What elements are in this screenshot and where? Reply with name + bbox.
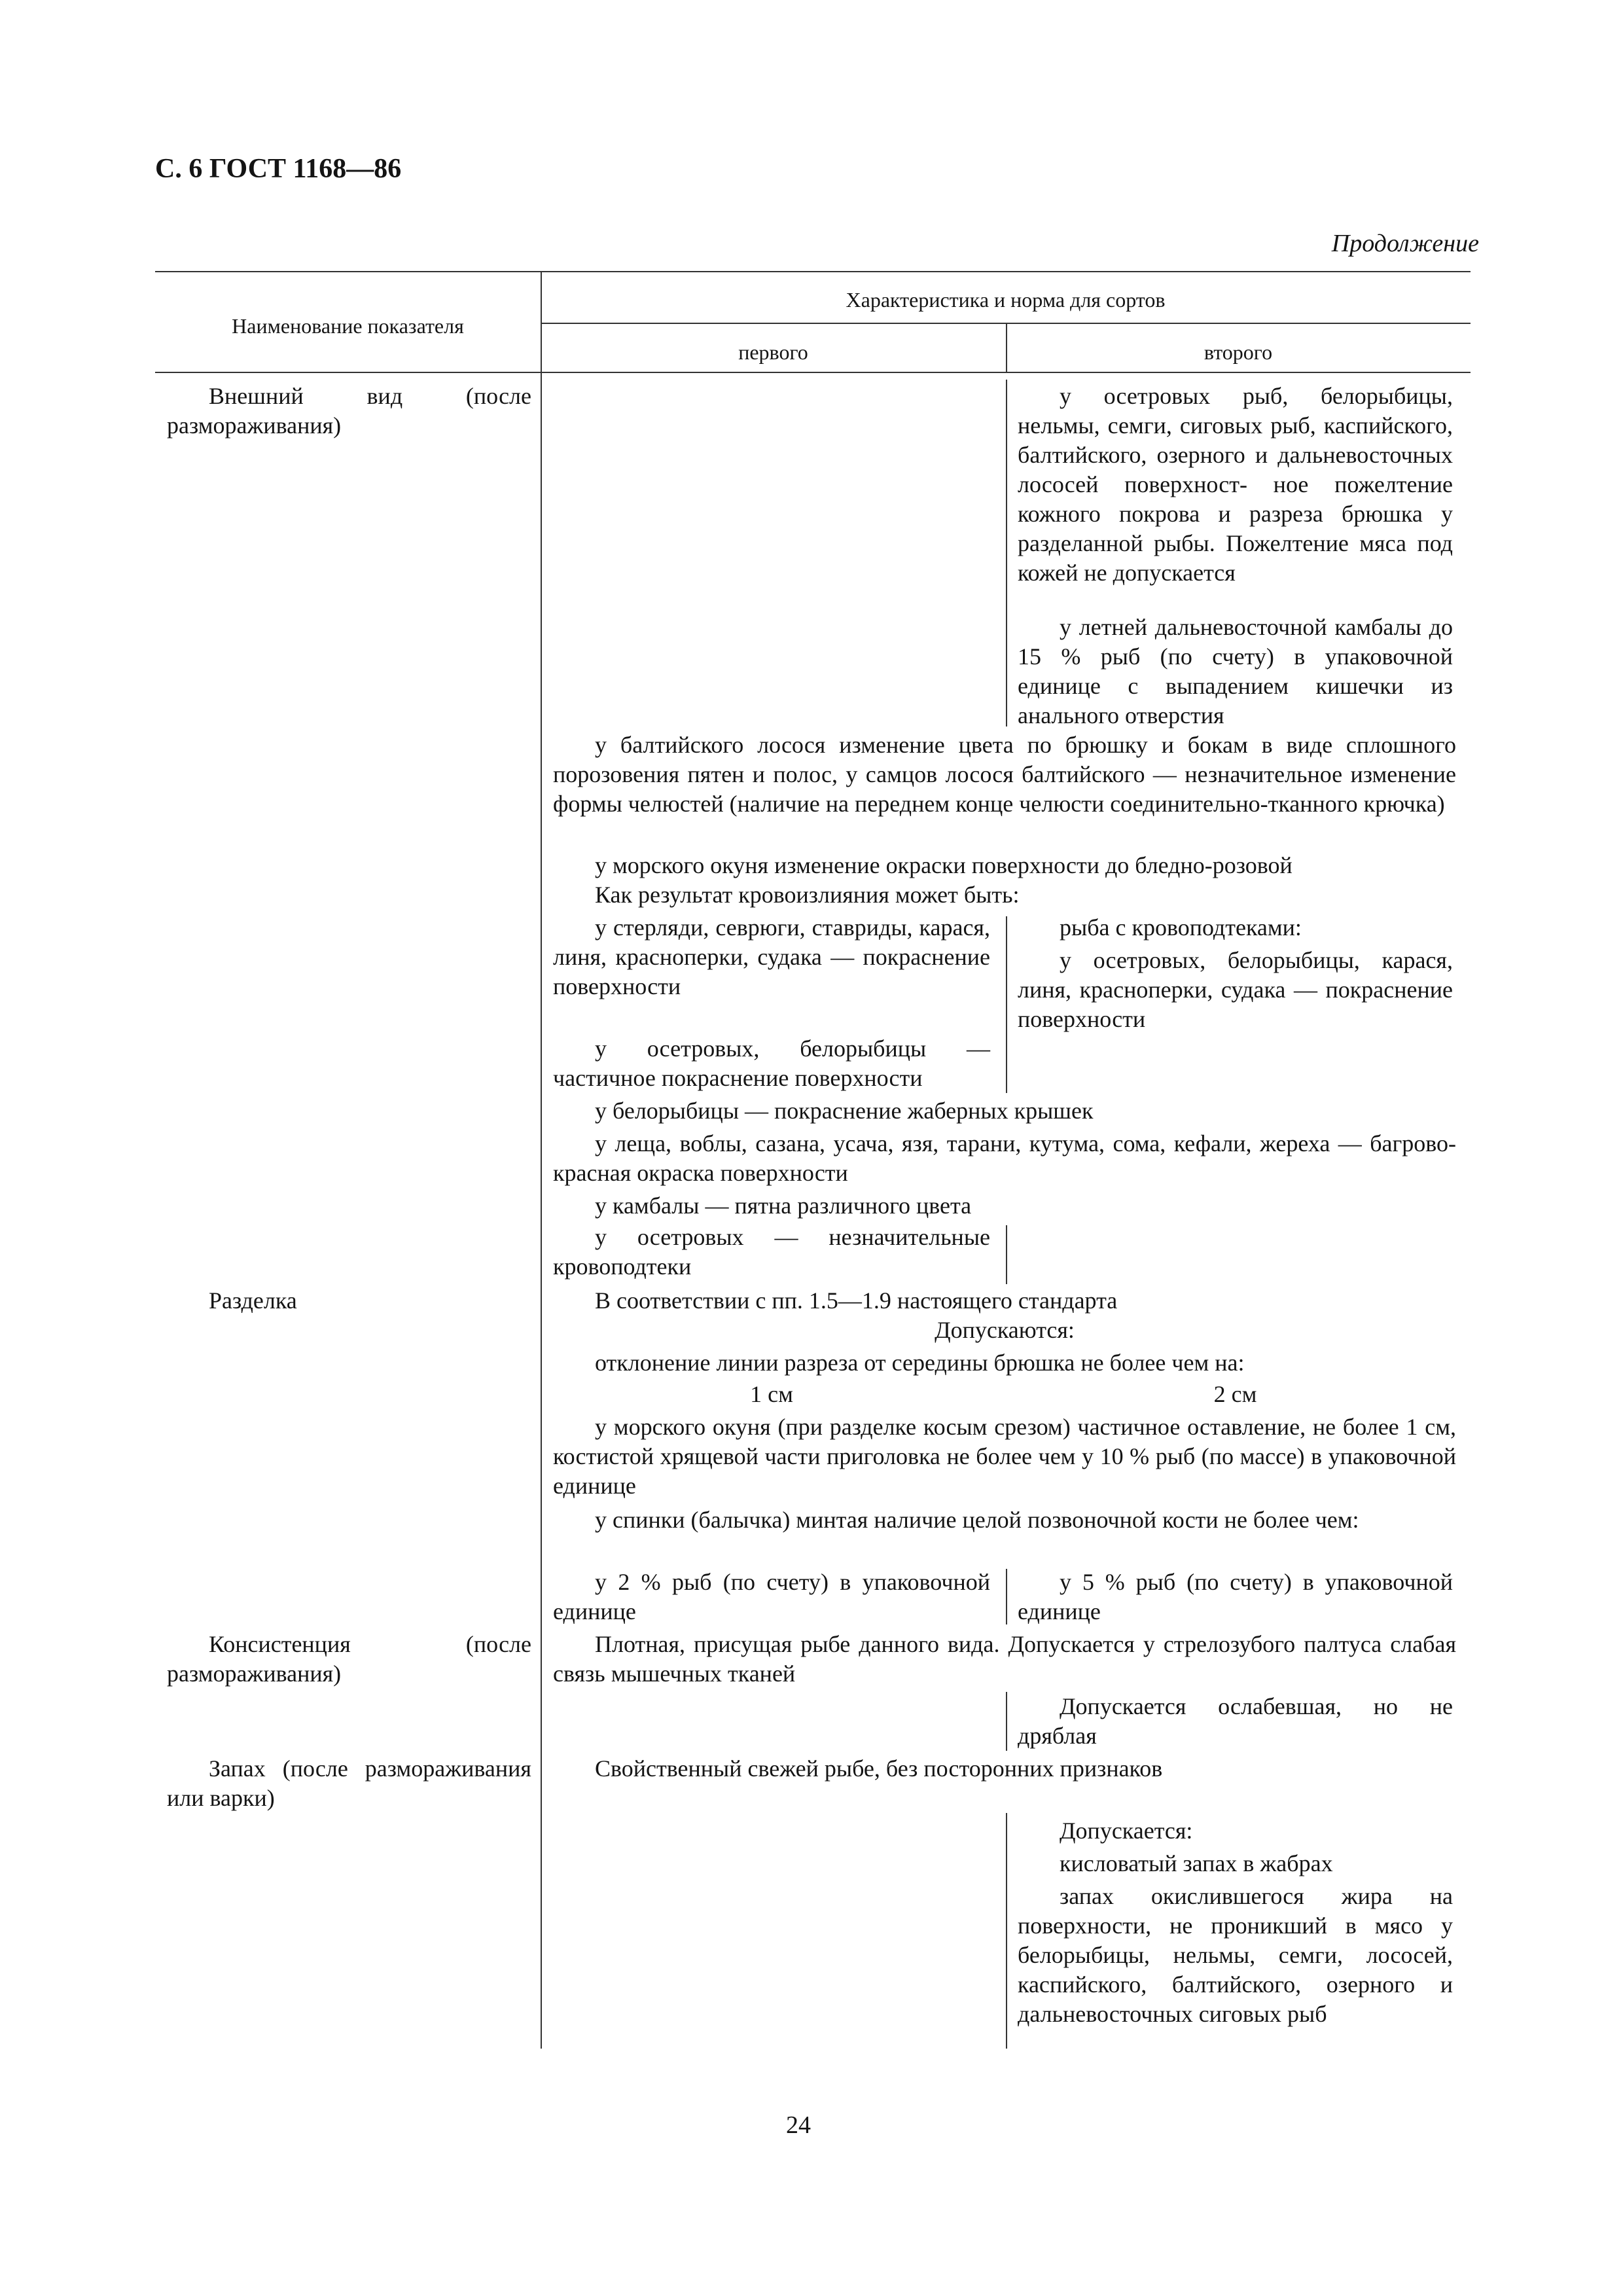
- table-top-rule: [155, 271, 1471, 272]
- column-header-first: первого: [738, 340, 808, 364]
- page-title: С. 6 ГОСТ 1168—86: [155, 154, 402, 184]
- appearance-both-2: у морского окуня изменение окраски поверхности до бледно-розовой: [595, 852, 1293, 878]
- appearance-first-3: у осетровых — незначительные кровоподтеки: [553, 1224, 990, 1280]
- cutting-both-3: отклонение линии разреза от середины брюшка не более чем на:: [595, 1350, 1245, 1376]
- smell-second-2: кисловатый запах в жабрах: [1060, 1850, 1333, 1876]
- subcolumn-divider: [1006, 1692, 1007, 1751]
- cutting-first-2: у 2 % рыб (по счету) в упаковочной единице: [553, 1569, 990, 1624]
- row-name-consistency: Консистенция (после размораживания): [167, 1631, 531, 1687]
- cutting-second-2: у 5 % рыб (по счету) в упаковочной единице: [1018, 1569, 1453, 1624]
- cutting-second-1: 2 см: [1213, 1381, 1257, 1407]
- appearance-second-1: у осетровых рыб, белорыбицы, нельмы, семги, сиговых рыб, каспийского, балтийского, озерного и дальневосточных лососей поверхност- ное пожелтение кожного покрова и разреза брюшка у разделанной рыбы. Пожелтение мяса под кожей не допускается: [1018, 383, 1453, 586]
- column-divider: [541, 271, 542, 2049]
- page-number: 24: [786, 2111, 811, 2139]
- row-name-appearance: Внешний вид (после размораживания): [167, 383, 531, 439]
- column-header-indicator: Наименование показателя: [232, 314, 464, 338]
- appearance-first-2: у осетровых, белорыбицы — частичное покраснение поверхности: [553, 1035, 990, 1091]
- row-name-smell: Запах (после размораживания или варки): [167, 1755, 531, 1811]
- column-header-second: второго: [1204, 340, 1273, 364]
- smell-both-1: Свойственный свежей рыбе, без посторонних признаков: [595, 1755, 1163, 1782]
- consistency-both-1: Плотная, присущая рыбе данного вида. Допускается у стрелозубого палтуса слабая связь мышечных тканей: [553, 1631, 1456, 1687]
- continued-label: Продолжение: [1331, 230, 1479, 257]
- appearance-second-3: рыба с кровоподтеками:: [1060, 914, 1302, 941]
- subcolumn-divider: [1006, 380, 1007, 726]
- smell-second-1: Допускается:: [1060, 1818, 1193, 1844]
- header-bottom-rule: [155, 372, 1471, 373]
- cutting-both-2: Допускаются:: [935, 1317, 1075, 1343]
- cutting-both-4: у морского окуня (при разделке косым срезом) частичное оставление, не более 1 см, костистой хрящевой части приголовка не более чем у 10 % рыб (по массе) в упаковочной единице: [553, 1414, 1456, 1499]
- cutting-both-5: у спинки (балычка) минтая наличие целой позвоночной кости не более чем:: [595, 1507, 1359, 1533]
- appearance-second-4: у осетровых, белорыбицы, карася, линя, красноперки, судака — покраснение поверхности: [1018, 947, 1453, 1032]
- subcolumn-divider: [1006, 1569, 1007, 1624]
- appearance-both-3: Как результат кровоизлияния может быть:: [595, 882, 1020, 908]
- cutting-both-1: В соответствии с пп. 1.5—1.9 настоящего стандарта: [595, 1287, 1118, 1314]
- appearance-both-5: у леща, воблы, сазана, усача, язя, тарани, кутума, сома, кефали, жереха — багрово-красная окраска поверхности: [553, 1130, 1456, 1186]
- row-name-cutting: Разделка: [209, 1287, 297, 1314]
- appearance-both-1: у балтийского лосося изменение цвета по брюшку и бокам в виде сплошного порозовения пятен и полос, у самцов лосося балтийского — незначительное изменение формы челюстей (наличие на переднем конце челюсти соединительно-тканного крючка): [553, 732, 1456, 817]
- subcolumn-divider: [1006, 1225, 1007, 1284]
- consistency-second-1: Допускается ослабевшая, но не дряблая: [1018, 1693, 1453, 1749]
- smell-second-3: запах окислившегося жира на поверхности, не проникший в мясо у белорыбицы, нельмы, семги, лососей, каспийского, балтийского, озерного и дальневосточных сиговых рыб: [1018, 1883, 1453, 2027]
- appearance-both-6: у камбалы — пятна различного цвета: [595, 1193, 972, 1219]
- appearance-second-2: у летней дальневосточной камбалы до 15 % рыб (по счету) в упаковочной единице с выпадением кишечки из анального отверстия: [1018, 614, 1453, 728]
- subcolumn-divider: [1006, 1813, 1007, 2049]
- column-header-characteristic: Характеристика и норма для сортов: [846, 288, 1166, 312]
- appearance-first-1: у стерляди, севрюги, ставриды, карася, линя, красноперки, судака — покраснение поверхности: [553, 914, 990, 999]
- cutting-first-1: 1 см: [750, 1381, 793, 1407]
- appearance-both-4: у белорыбицы — покраснение жаберных крышек: [595, 1098, 1094, 1124]
- subcolumn-divider: [1006, 916, 1007, 1093]
